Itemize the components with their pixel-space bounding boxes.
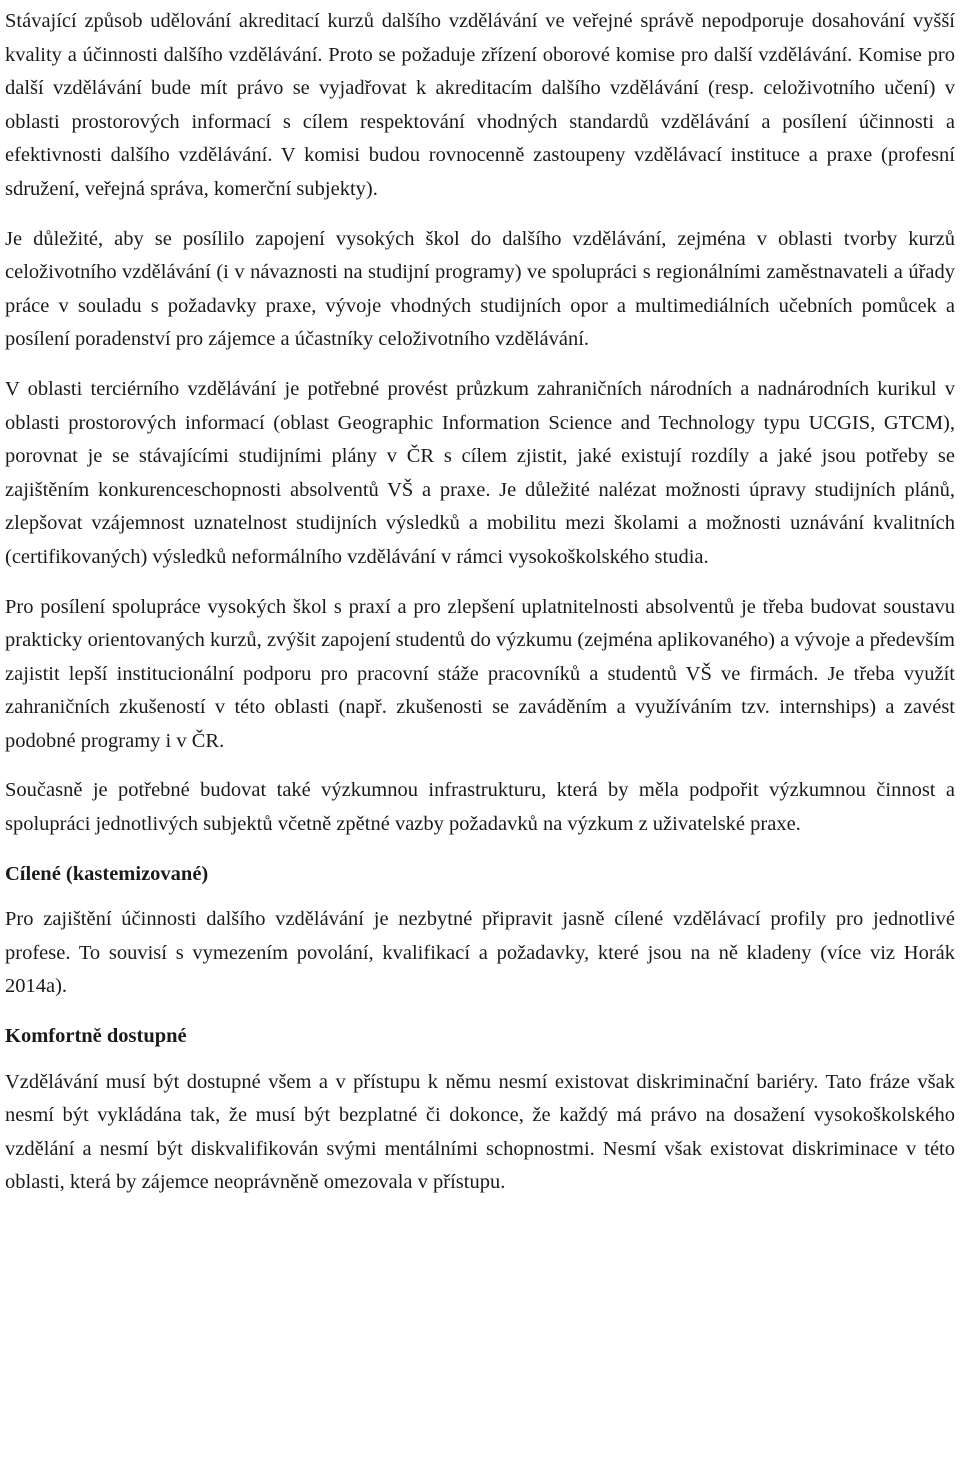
document-page (5, 5, 955, 1216)
paragraph-universities: Je důležité, aby se posílilo zapojení vysokých škol do dalšího vzdělávání, zejména v oblasti tvorby kurzů celoživotního vzdělávání (i v návaznosti na studijní programy) ve spolupráci s regionálními zaměstnavateli a úřady práce v souladu s požadavky praxe, vývoje vhodných studijních opor a multimediálních učebních pomůcek a posílení poradenství pro zájemce a účastníky celoživotního vzdělávání. (5, 227, 955, 351)
heading-accessible: Komfortně dostupné (5, 1025, 187, 1048)
paragraph-tertiary-education: V oblasti terciérního vzdělávání je potřebné provést průzkum zahraničních národních a nadnárodních kurikul v oblasti prostorových informací (oblast Geographic Information Science and Technology typu UCGIS, GTCM), porovnat je se stávajícími studijními plány v ČR s cílem zjistit, jaké existují rozdíly a jaké jsou potřeby se zajištěním konkurenceschopnosti absolventů VŠ a praxe. Je důležité nalézat možnosti úpravy studijních plánů, zlepšovat vzájemnost uznatelnost studijních výsledků a mobilitu mezi školami a možnosti uznávání kvalitních (certifikovaných) výsledků neformálního vzdělávání v rámci vysokoškolského studia. (5, 377, 955, 568)
paragraph-profiles: Pro zajištění účinnosti dalšího vzdělávání je nezbytné připravit jasně cílené vzdělávací profily pro jednotlivé profese. To souvisí s vymezením povolání, kvalifikací a požadavky, které jsou na ně kladeny (více viz Horák 2014a). (5, 908, 955, 998)
heading-customized: Cílené (kastemizované) (5, 862, 209, 885)
paragraph-accreditation: Stávající způsob udělování akreditací kurzů dalšího vzdělávání ve veřejné správě nepodporuje dosahování vyšší kvality a účinnosti dalšího vzdělávání. Proto se požaduje zřízení oborové komise pro další vzdělávání. Komise pro další vzdělávání bude mít právo se vyjadřovat k akreditacím dalšího vzdělávání (resp. celoživotního učení) v oblasti prostorových informací s cílem respektování vhodných standardů vzdělávání a posílení účinnosti a efektivnosti dalšího vzdělávání. V komisi budou rovnocenně zastoupeny vzdělávací instituce a praxe (profesní sdružení, veřejná správa, komerční subjekty). (5, 10, 955, 200)
paragraph-cooperation: Pro posílení spolupráce vysokých škol s praxí a pro zlepšení uplatnitelnosti absolventů je třeba budovat soustavu prakticky orientovaných kurzů, zvýšit zapojení studentů do výzkumu (zejména aplikovaného) a vývoje a především zajistit lepší institucionální podporu pro pracovní stáže pracovníků a studentů VŠ ve firmách. Je třeba využít zahraničních zkušeností v této oblasti (např. zkušenosti se zaváděním a využíváním tzv. internships) a zavést podobné programy i v ČR. (5, 595, 955, 752)
paragraph-research-infrastructure: Současně je potřebné budovat také výzkumnou infrastrukturu, která by měla podpořit výzkumnou činnost a spolupráci jednotlivých subjektů včetně zpětné vazby požadavků na výzkum z uživatelské praxe. (5, 779, 955, 836)
paragraph-accessibility: Vzdělávání musí být dostupné všem a v přístupu k němu nesmí existovat diskriminační bariéry. Tato fráze však nesmí být vykládána tak, že musí být bezplatné či dokonce, že každý má právo na dosažení vysokoškolského vzdělání a nesmí být diskvalifikován svými mentálními schopnostmi. Nesmí však existovat diskriminace v této oblasti, která by zájemce neoprávněně omezovala v přístupu. (5, 1070, 955, 1194)
